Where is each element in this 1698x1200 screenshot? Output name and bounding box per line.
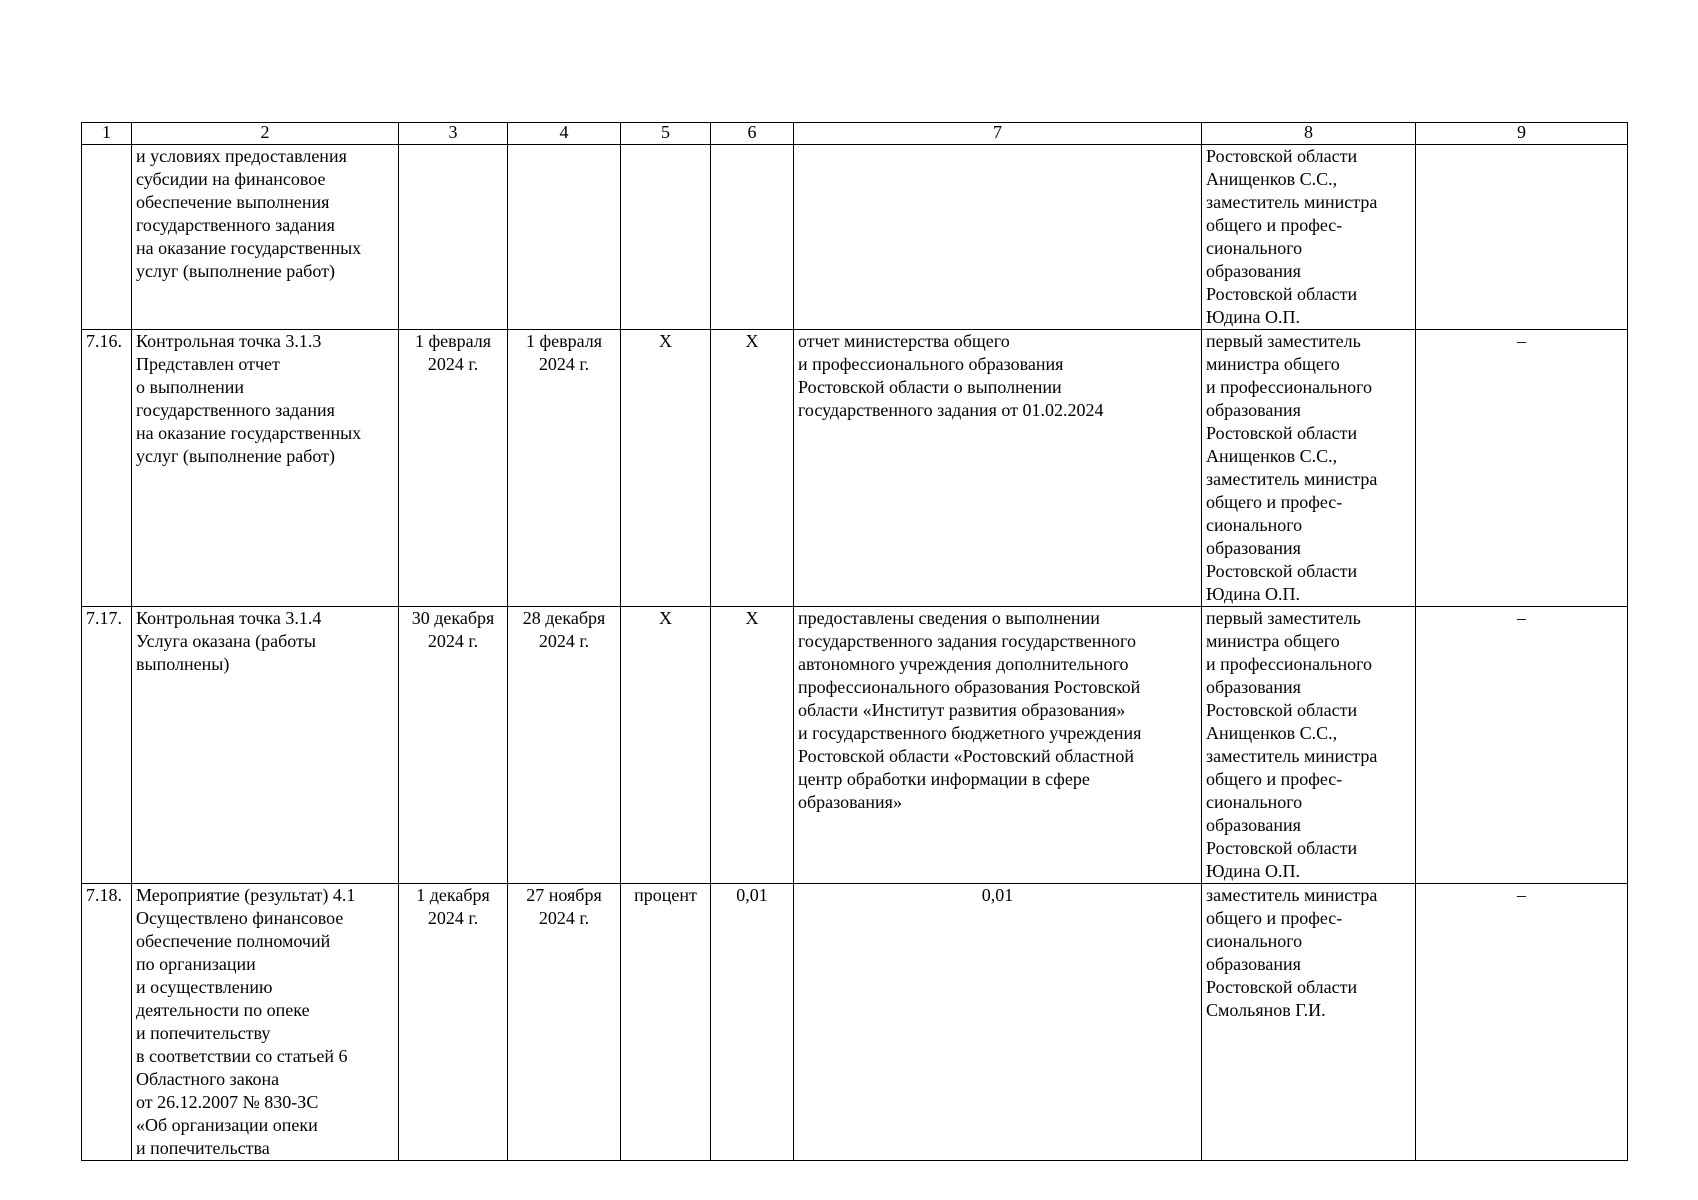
name-cell: Контрольная точка 3.1.3 Представлен отчет о выполнении государственного задания на оказание государственных услуг (выполнение работ) [132, 330, 399, 607]
document-cell: 0,01 [794, 884, 1202, 1161]
document-cell: отчет министерства общего и профессионального образования Ростовской области о выполнении государственного задания от 01.02.2024 [794, 330, 1202, 607]
responsible-cell: Ростовской области Анищенков С.С., заместитель министра общего и профес- сионального образования Ростовской области Юдина О.П. [1202, 145, 1416, 330]
value-cell: Х [711, 607, 794, 884]
unit-cell: процент [621, 884, 711, 1161]
value-cell: 0,01 [711, 884, 794, 1161]
unit-cell: Х [621, 607, 711, 884]
value-cell: Х [711, 330, 794, 607]
table-row [82, 884, 1628, 1161]
unit-cell: Х [621, 330, 711, 607]
row-number-cell: 7.18. [82, 884, 132, 1161]
row-number-cell: 7.16. [82, 330, 132, 607]
plan-date-cell: 1 февраля 2024 г. [399, 330, 508, 607]
header-cell-8: 8 [1202, 123, 1416, 145]
name-cell: Мероприятие (результат) 4.1 Осуществлено финансовое обеспечение полномочий по организации и осуществлению деятельности по опеке и попечительству в соответствии со статьей 6 Областного закона от 26.12.2007 № 830-ЗС «Об организации опеки и попечительства [132, 884, 399, 1161]
plan-date-cell [399, 145, 508, 330]
note-cell: – [1416, 607, 1628, 884]
table-body [82, 145, 1628, 1161]
note-cell [1416, 145, 1628, 330]
header-cell-1: 1 [82, 123, 132, 145]
name-cell: и условиях предоставления субсидии на финансовое обеспечение выполнения государственного задания на оказание государственных услуг (выполнение работ) [132, 145, 399, 330]
value-cell [711, 145, 794, 330]
header-cell-3: 3 [399, 123, 508, 145]
header-cell-4: 4 [508, 123, 621, 145]
plan-date-cell: 1 декабря 2024 г. [399, 884, 508, 1161]
note-cell: – [1416, 330, 1628, 607]
note-cell: – [1416, 884, 1628, 1161]
row-number-cell [82, 145, 132, 330]
fact-date-cell: 27 ноября 2024 г. [508, 884, 621, 1161]
table-row [82, 607, 1628, 884]
header-cell-7: 7 [794, 123, 1202, 145]
header-cell-9: 9 [1416, 123, 1628, 145]
document-cell [794, 145, 1202, 330]
responsible-cell: заместитель министра общего и профес- сионального образования Ростовской области Смольянов Г.И. [1202, 884, 1416, 1161]
fact-date-cell: 1 февраля 2024 г. [508, 330, 621, 607]
responsible-cell: первый заместитель министра общего и профессионального образования Ростовской области Анищенков С.С., заместитель министра общего и профес- сионального образования Ростовской области Юдина О.П. [1202, 607, 1416, 884]
table-header [82, 123, 1628, 145]
document-cell: предоставлены сведения о выполнении государственного задания государственного автономного учреждения дополнительного профессионального образования Ростовской области «Институт развития образования» и государственного бюджетного учреждения Ростовской области «Ростовский областной центр обработки информации в сфере образования» [794, 607, 1202, 884]
row-number-cell: 7.17. [82, 607, 132, 884]
table-row [82, 145, 1628, 330]
plan-date-cell: 30 декабря 2024 г. [399, 607, 508, 884]
unit-cell [621, 145, 711, 330]
header-cell-2: 2 [132, 123, 399, 145]
header-cell-6: 6 [711, 123, 794, 145]
fact-date-cell [508, 145, 621, 330]
header-cell-5: 5 [621, 123, 711, 145]
header-row [82, 123, 1628, 145]
report-table [81, 122, 1628, 1161]
table-row [82, 330, 1628, 607]
name-cell: Контрольная точка 3.1.4 Услуга оказана (работы выполнены) [132, 607, 399, 884]
responsible-cell: первый заместитель министра общего и профессионального образования Ростовской области Анищенков С.С., заместитель министра общего и профес- сионального образования Ростовской области Юдина О.П. [1202, 330, 1416, 607]
fact-date-cell: 28 декабря 2024 г. [508, 607, 621, 884]
